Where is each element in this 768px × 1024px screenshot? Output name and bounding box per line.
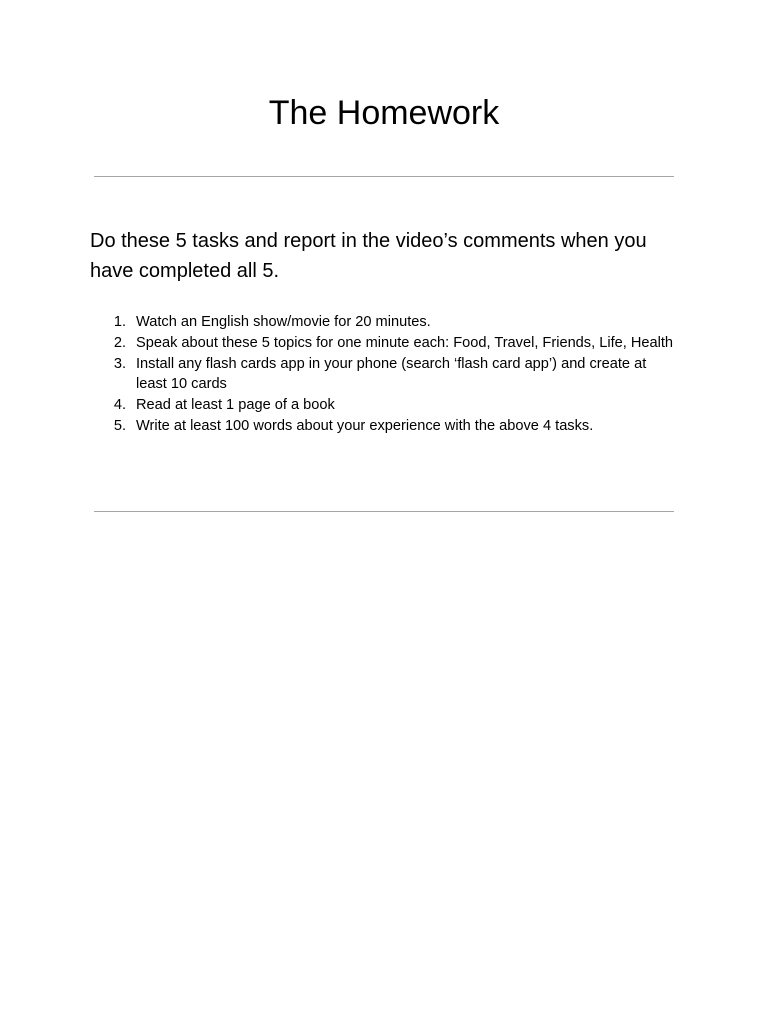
list-item xyxy=(94,416,674,437)
list-item-number: 1. xyxy=(113,314,126,330)
list-item xyxy=(94,312,674,333)
list-item-text: Write at least 100 words about your experience with the above 4 tasks. xyxy=(136,417,594,434)
list-item-number: 3. xyxy=(113,355,126,372)
task-list xyxy=(94,312,674,437)
list-item-text: Speak about these 5 topics for one minute each: Food, Travel, Friends, Life, Health xyxy=(136,334,674,351)
list-item-number: 2. xyxy=(113,334,126,351)
list-item-number: 4. xyxy=(113,397,126,414)
list-item-text: Install any flash cards app in your phone (search ‘flash card app’) and create at least 10 cards xyxy=(136,355,647,393)
top-divider xyxy=(94,176,674,177)
page-title: The Homework xyxy=(268,94,500,132)
list-item-text: Read at least 1 page of a book xyxy=(136,397,335,414)
bottom-divider xyxy=(94,511,674,512)
list-item-text: Watch an English show/movie for 20 minutes. xyxy=(136,314,431,330)
list-item xyxy=(94,333,674,354)
list-item xyxy=(94,395,674,416)
intro-text: Do these 5 tasks and report in the video’s comments when you have completed all 5. xyxy=(90,230,647,282)
list-item xyxy=(94,354,674,396)
list-item-number: 5. xyxy=(113,417,126,434)
